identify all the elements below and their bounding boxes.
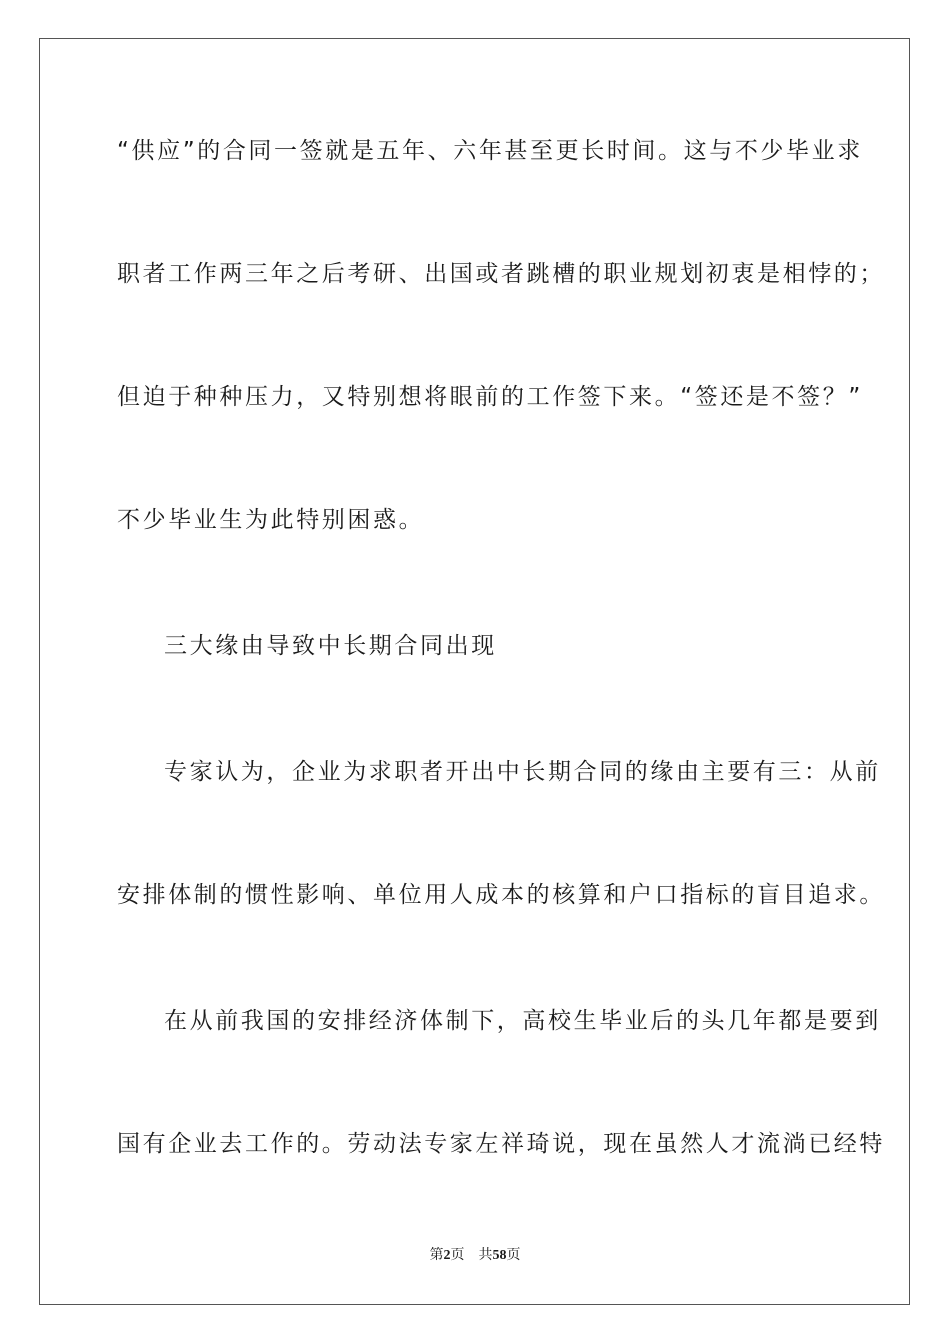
paragraph-line: 但迫于种种压力，又特别想将眼前的工作签下来。“签还是不签？” — [117, 384, 863, 410]
paragraph-line: 安排体制的惯性影响、单位用人成本的核算和户口指标的盲目追求。 — [117, 882, 885, 908]
paragraph-line: 不少毕业生为此特别困惑。 — [117, 507, 425, 533]
total-label-prefix: 共 — [478, 1248, 493, 1263]
paragraph-line: 国有企业去工作的。劳动法专家左祥琦说，现在虽然人才流淌已经特 — [117, 1131, 885, 1157]
page-number: 2 — [443, 1248, 451, 1263]
paragraph-line: 职者工作两三年之后考研、出国或者跳槽的职业规划初衷是相悖的； — [117, 261, 885, 287]
paragraph-line: 在从前我国的安排经济体制下，高校生毕业后的头几年都是要到 — [164, 1008, 881, 1034]
page-label-prefix: 第 — [429, 1248, 444, 1263]
page-label-suffix: 页 — [450, 1248, 465, 1263]
paragraph-line: 专家认为，企业为求职者开出中长期合同的缘由主要有三：从前 — [164, 759, 881, 785]
total-pages: 58 — [492, 1248, 507, 1263]
total-label-suffix: 页 — [506, 1248, 521, 1263]
page-border — [39, 38, 910, 1305]
paragraph-line: “供应”的合同一签就是五年、六年甚至更长时间。这与不少毕业求 — [117, 138, 863, 164]
page-footer — [0, 1246, 950, 1266]
section-heading: 三大缘由导致中长期合同出现 — [164, 633, 497, 659]
